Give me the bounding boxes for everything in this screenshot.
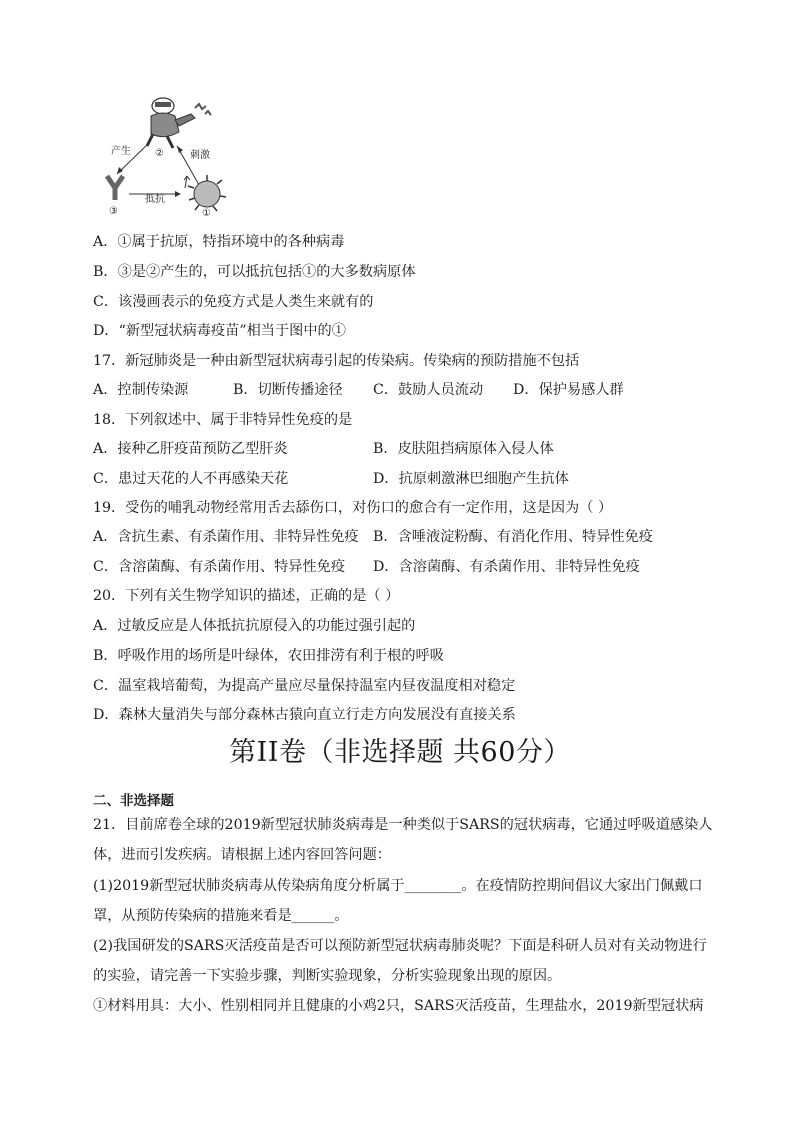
q20-option-b: B．呼吸作用的场所是叶绿体，农田排涝有利于根的呼吸 bbox=[93, 648, 444, 664]
q21-line-7: ①材料用具：大小、性别相同并且健康的小鸡2只，SARS灭活疫苗，生理盐水，2019新型冠状病 bbox=[93, 998, 704, 1014]
q21-line-2: 体，进而引发疾病。请根据上述内容回答问题： bbox=[93, 847, 391, 863]
q20-option-c: C．温室栽培葡萄，为提高产量应尽量保持温室内昼夜温度相对稳定 bbox=[93, 678, 516, 694]
immune-cartoon-svg bbox=[95, 92, 235, 222]
antibody-shape bbox=[107, 176, 123, 200]
q20-option-d: D．森林大量消失与部分森林古猿向直立行走方向发展没有直接关系 bbox=[93, 707, 516, 723]
q17-option-d: D．保护易感人群 bbox=[513, 382, 624, 398]
q17-stem: 17．新冠肺炎是一种由新型冠状病毒引起的传染病。传染病的预防措施不包括 bbox=[93, 353, 580, 369]
q17-option-b: B．切断传播途径 bbox=[233, 382, 343, 398]
q20-stem: 20．下列有关生物学知识的描述，正确的是（ ） bbox=[93, 588, 400, 604]
marker-1: ① bbox=[202, 208, 211, 219]
q21-line-4: 罩，从预防传染病的措施来看是______。 bbox=[93, 908, 349, 924]
q18-option-c: C．患过天花的人不再感染天花 bbox=[93, 471, 289, 487]
section-heading: 二、非选择题 bbox=[93, 793, 174, 809]
q21-line-3: (1)2019新型冠状肺炎病毒从传染病角度分析属于________。在疫情防控期间倡议大家出门佩戴口 bbox=[93, 878, 703, 894]
q17-option-a: A．控制传染源 bbox=[93, 382, 189, 398]
marker-3: ③ bbox=[109, 206, 118, 217]
q18-option-b: B．皮肤阻挡病原体入侵人体 bbox=[373, 441, 554, 457]
resist-label: 抵抗 bbox=[145, 194, 165, 205]
immune-cartoon-figure bbox=[95, 92, 235, 222]
q18-option-a: A．接种乙肝疫苗预防乙型肝炎 bbox=[93, 441, 288, 457]
q16-option-b: B．③是②产生的，可以抵抗包括①的大多数病原体 bbox=[93, 264, 416, 280]
q20-option-a: A．过敏反应是人体抵抗抗原侵入的功能过强引起的 bbox=[93, 618, 416, 634]
q19-option-c: C．含溶菌酶、有杀菌作用、特异性免疫 bbox=[93, 559, 346, 575]
q19-option-d: D．含溶菌酶、有杀菌作用、非特异性免疫 bbox=[373, 559, 640, 575]
q19-option-a: A．含抗生素、有杀菌作用、非特异性免疫 bbox=[93, 529, 359, 545]
q19-stem: 19．受伤的哺乳动物经常用舌去舔伤口，对伤口的愈合有一定作用，这是因为（ ） bbox=[93, 500, 613, 516]
q18-stem: 18．下列叙述中、属于非特异性免疫的是 bbox=[93, 412, 353, 428]
q17-option-c: C．鼓励人员流动 bbox=[373, 382, 484, 398]
q21-line-5: (2)我国研发的SARS灭活疫苗是否可以预防新型冠状病毒肺炎呢？下面是科研人员对有关动物进行 bbox=[93, 938, 707, 954]
q16-option-d: D．“新型冠状病毒疫苗”相当于图中的① bbox=[93, 323, 346, 339]
q16-option-a: A．①属于抗原，特指环境中的各种病毒 bbox=[93, 234, 345, 250]
virus-character bbox=[184, 175, 226, 211]
q21-line-1: 21．目前席卷全球的2019新型冠状肺炎病毒是一种类似于SARS的冠状病毒，它通过呼吸道感染人 bbox=[93, 817, 713, 833]
q19-option-b: B．含唾液淀粉酶、有消化作用、特异性免疫 bbox=[373, 529, 653, 545]
stimulate-label: 刺激 bbox=[190, 150, 210, 161]
q16-option-c: C．该漫画表示的免疫方式是人类生来就有的 bbox=[93, 294, 374, 310]
part2-title: 第II卷（非选择题 共60分） bbox=[229, 737, 571, 768]
q21-line-6: 的实验，请完善一下实验步骤，判断实验现象，分析实验现象出现的原因。 bbox=[93, 968, 562, 984]
marker-2: ② bbox=[155, 148, 164, 159]
q18-option-d: D．抗原刺激淋巴细胞产生抗体 bbox=[373, 471, 569, 487]
immune-cell-character bbox=[147, 98, 211, 148]
produce-label: 产生 bbox=[111, 146, 131, 157]
